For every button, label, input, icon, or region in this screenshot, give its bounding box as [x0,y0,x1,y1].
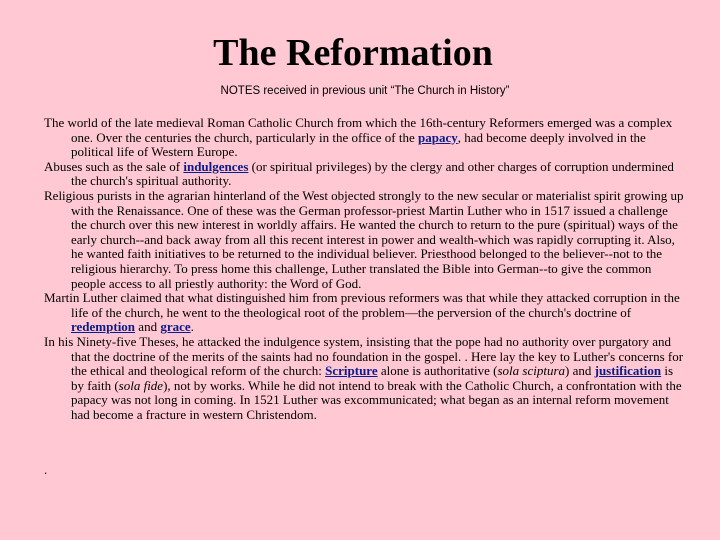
link-justification[interactable]: justification [594,363,662,379]
link-indulgences[interactable]: indulgences [183,158,249,174]
text-segment: (or spiritual privileges) by the clergy and other charges of corruption undermined the church's spiritual authority. [71,158,674,189]
text-segment: ), not by works. While he did not intend to break with the Catholic Church, a confrontation with the papacy was not long in coming. In 1521 Luther was excommunicated; what began as an internal reform movement had become a fracture in western Christendom. [71,377,682,422]
paragraph-ninety-five-theses [44,335,686,423]
text-segment: In his Ninety-five Theses, he attacked the indulgence system, insisting that the pope had no authority over purgatory and that the doctrine of the merits of the saints had no foundation in the gospel. . Here lay the key to Luther's concerns for the ethical and theological reform of the church: [44,333,684,379]
text-segment: The world of the late medieval Roman Catholic Church from which the 16th-century Reformers emerged was a complex one. Over the centuries the church, particularly in the office of the [44,115,673,145]
trailing-mark: . [44,462,48,477]
paragraph-luther-claim [44,291,686,335]
text-segment: . [190,319,194,335]
text-segment: and [135,319,161,335]
notes-body [44,116,686,422]
italic-sola-scriptura: sola sciptura [497,363,566,379]
link-grace[interactable]: grace [160,319,191,335]
text-segment: ) and [565,363,595,379]
text-segment: Martin Luther claimed that what distinguished him from previous reformers was that while they attacked corruption in the life of the church, he went to the theological root of the problem—the perversion of the church's doctrine of [44,290,680,320]
paragraph-religious-purists: Religious purists in the agrarian hinterland of the West objected strongly to the new secular or materialist spirit growing up with the Renaissance. One of these was the German professor-priest Martin Luther who in 1517 issued a challenge the church over this new interest in worldly affairs. He wanted the church to return to the pure (spiritual) ways of the early church--and back away from all this recent interest in power and wealth-which was rapidly corrupting it. Also, he wanted faith initiatives to be returned to the individual believer. Priesthood belonged to the believer--not to the religious hierarchy. To press home this challenge, Luther translated the Bible into German--to give the common people access to all priestly authority: the Word of God. [44,187,684,291]
page-subtitle: NOTES received in previous unit “The Church in History” [220,85,510,97]
paragraph-abuses [44,160,686,189]
link-redemption[interactable]: redemption [71,319,136,335]
text-segment: Abuses such as the sale of [44,158,184,174]
text-segment: alone is authoritative ( [377,363,498,379]
text-segment: is by faith ( [71,363,673,393]
link-scripture[interactable]: Scripture [325,363,378,379]
text-segment: , had become deeply involved in the political life of Western Europe. [71,129,646,160]
link-papacy[interactable]: papacy [418,129,458,145]
italic-sola-fide: sola fide [118,377,164,393]
paragraph-medieval-church [44,116,686,160]
page-title: The Reformation [213,32,493,74]
